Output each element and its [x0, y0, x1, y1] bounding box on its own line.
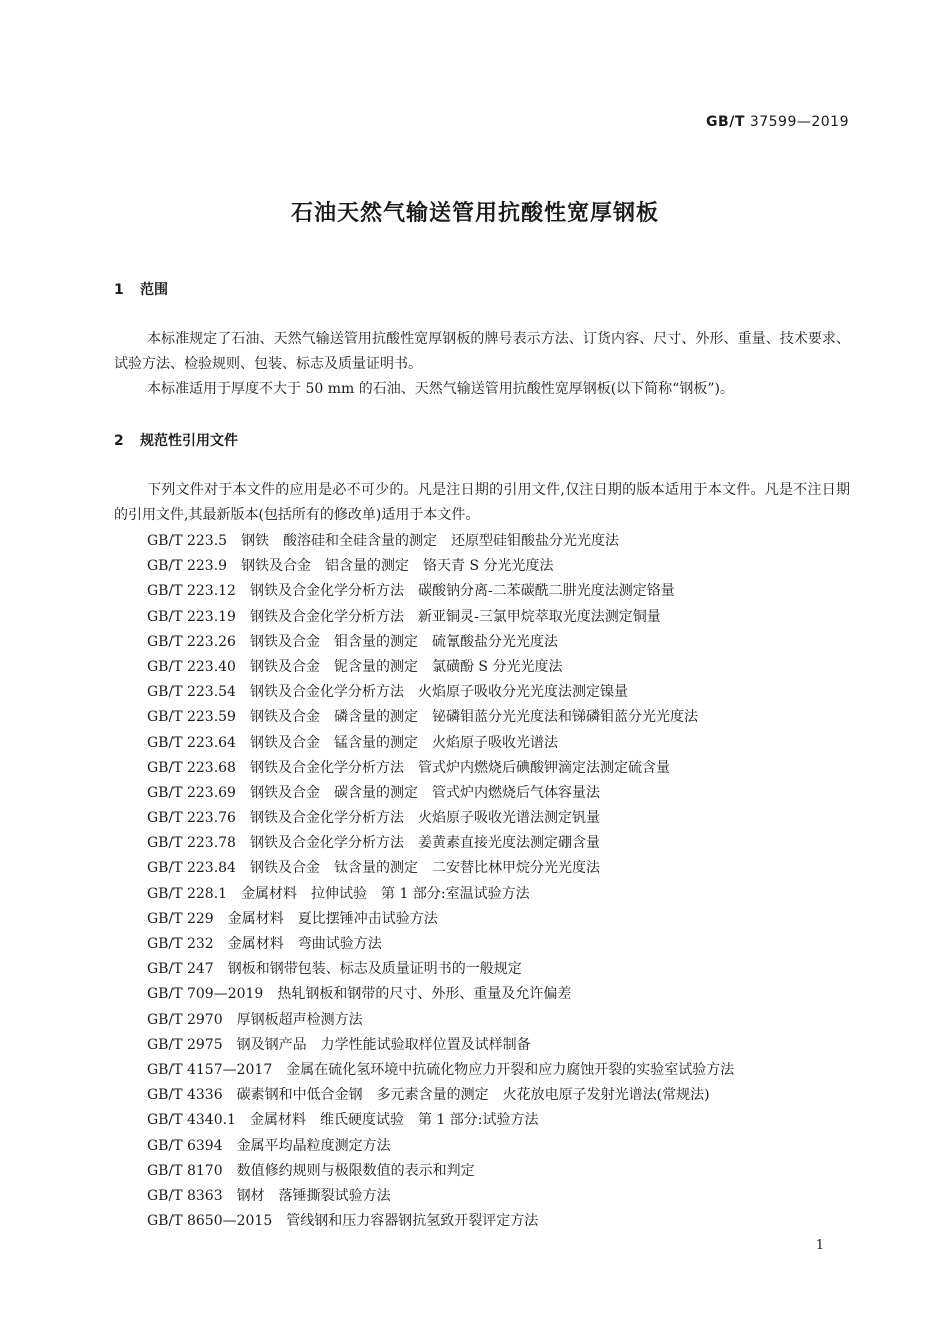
reference-item	[147, 655, 734, 680]
reference-item	[147, 781, 734, 806]
reference-title: 钢铁及合金 钛含量的测定 二安替比林甲烷分光光度法	[249, 860, 600, 877]
reference-code: GB/T 8170	[147, 1162, 223, 1179]
standard-number-prefix: GB/T	[706, 114, 745, 130]
reference-code: GB/T 223.59	[147, 709, 236, 726]
reference-code: GB/T 223.54	[147, 684, 236, 701]
document-title: 石油天然气输送管用抗酸性宽厚钢板	[290, 201, 659, 226]
reference-code: GB/T 8650—2015	[147, 1213, 273, 1230]
section-heading-text: 范围	[140, 282, 168, 298]
reference-item	[147, 680, 734, 705]
reference-title: 钢铁及合金 铝含量的测定 铬天青 S 分光光度法	[241, 558, 554, 575]
reference-item	[147, 705, 734, 730]
reference-code: GB/T 223.68	[147, 759, 236, 776]
reference-code: GB/T 247	[147, 961, 214, 978]
reference-code: GB/T 2975	[147, 1036, 223, 1053]
reference-title: 钢及钢产品 力学性能试验取样位置及试样制备	[236, 1036, 531, 1053]
reference-title: 钢铁及合金化学分析方法 新亚铜灵-三氯甲烷萃取光度法测定铜量	[249, 608, 661, 625]
reference-title: 数值修约规则与极限数值的表示和判定	[236, 1162, 475, 1179]
section-number: 1	[114, 282, 124, 298]
section-number: 2	[114, 433, 124, 449]
reference-item	[147, 806, 734, 831]
reference-title: 钢铁及合金化学分析方法 碳酸钠分离-二苯碳酰二肼光度法测定铬量	[249, 583, 675, 600]
reference-code: GB/T 223.84	[147, 860, 236, 877]
reference-item	[147, 529, 734, 554]
reference-title: 金属在硫化氢环境中抗硫化物应力开裂和应力腐蚀开裂的实验室试验方法	[286, 1061, 735, 1078]
reference-code: GB/T 223.5	[147, 533, 228, 549]
reference-title: 厚钢板超声检测方法	[236, 1011, 363, 1028]
reference-title: 钢材 落锤撕裂试验方法	[236, 1187, 391, 1204]
reference-item	[147, 1134, 734, 1159]
reference-item	[147, 856, 734, 881]
reference-item	[147, 1058, 734, 1083]
reference-code: GB/T 6394	[147, 1137, 223, 1154]
reference-code: GB/T 223.26	[147, 633, 236, 650]
reference-code: GB/T 2970	[147, 1011, 223, 1028]
reference-title: 钢板和钢带包装、标志及质量证明书的一般规定	[227, 961, 522, 978]
reference-code: GB/T 4157—2017	[147, 1061, 273, 1078]
reference-item	[147, 756, 734, 781]
reference-item	[147, 731, 734, 756]
section-heading-normative-references	[114, 430, 238, 450]
reference-title: 金属材料 拉伸试验 第 1 部分:室温试验方法	[241, 885, 530, 902]
reference-code: GB/T 709—2019	[147, 986, 264, 1003]
reference-title: 钢铁及合金 碳含量的测定 管式炉内燃烧后气体容量法	[249, 784, 600, 801]
reference-item	[147, 882, 734, 907]
reference-code: GB/T 223.64	[147, 734, 236, 751]
reference-item	[147, 579, 734, 604]
reference-title: 金属材料 维氏硬度试验 第 1 部分:试验方法	[249, 1112, 539, 1129]
reference-title: 金属材料 弯曲试验方法	[227, 936, 382, 952]
reference-code: GB/T 228.1	[147, 885, 228, 902]
section-heading-text: 规范性引用文件	[140, 433, 238, 449]
reference-item	[147, 932, 734, 957]
reference-code: GB/T 223.69	[147, 784, 236, 801]
reference-title: 金属材料 夏比摆锤冲击试验方法	[227, 910, 438, 927]
reference-item	[147, 1083, 734, 1108]
reference-title: 钢铁及合金化学分析方法 管式炉内燃烧后碘酸钾滴定法测定硫含量	[249, 759, 670, 776]
reference-code: GB/T 223.12	[147, 583, 236, 600]
reference-title: 碳素钢和中低合金钢 多元素含量的测定 火花放电原子发射光谱法(常规法)	[236, 1087, 710, 1104]
reference-item	[147, 1159, 734, 1184]
reference-code: GB/T 8363	[147, 1187, 223, 1204]
reference-title: 金属平均晶粒度测定方法	[236, 1137, 391, 1154]
reference-code: GB/T 223.40	[147, 658, 236, 675]
reference-item	[147, 630, 734, 655]
scope-paragraph-2: 本标准适用于厚度不大于 50 mm 的石油、天然气输送管用抗酸性宽厚钢板(以下简称“钢板”)。	[147, 381, 734, 397]
scope-paragraph-1: 本标准规定了石油、天然气输送管用抗酸性宽厚钢板的牌号表示方法、订货内容、尺寸、外形、重量、技术要求、试验方法、检验规则、包装、标志及质量证明书。	[114, 331, 850, 372]
reference-code: GB/T 4340.1	[147, 1112, 236, 1129]
reference-title: 钢铁及合金 磷含量的测定 铋磷钼蓝分光光度法和锑磷钼蓝分光光度法	[249, 709, 698, 726]
reference-code: GB/T 229	[147, 910, 214, 927]
reference-code: GB/T 232	[147, 936, 214, 952]
reference-code: GB/T 4336	[147, 1087, 223, 1104]
reference-title: 钢铁及合金化学分析方法 姜黄素直接光度法测定硼含量	[249, 835, 600, 852]
reference-title: 钢铁及合金化学分析方法 火焰原子吸收光谱法测定钒量	[249, 810, 600, 827]
reference-title: 钢铁 酸溶硅和全硅含量的测定 还原型硅钼酸盐分光光度法	[241, 533, 620, 549]
section-heading-scope	[114, 279, 168, 299]
reference-item	[147, 1008, 734, 1033]
reference-title: 钢铁及合金 铌含量的测定 氯磺酚 S 分光光度法	[249, 658, 563, 675]
reference-item	[147, 982, 734, 1007]
reference-code: GB/T 223.76	[147, 810, 236, 827]
reference-item	[147, 831, 734, 856]
reference-title: 钢铁及合金 钼含量的测定 硫氰酸盐分光光度法	[249, 633, 558, 650]
reference-item	[147, 907, 734, 932]
page-number: 1	[815, 1238, 824, 1253]
reference-title: 热轧钢板和钢带的尺寸、外形、重量及允许偏差	[277, 986, 572, 1003]
reference-item	[147, 554, 734, 579]
reference-item	[147, 957, 734, 982]
reference-item	[147, 605, 734, 630]
standard-number	[706, 114, 849, 130]
reference-item	[147, 1184, 734, 1209]
reference-title: 管线钢和压力容器钢抗氢致开裂评定方法	[286, 1213, 539, 1230]
reference-title: 钢铁及合金 锰含量的测定 火焰原子吸收光谱法	[249, 734, 558, 751]
reference-item	[147, 1209, 734, 1234]
standard-number-value: 37599—2019	[749, 114, 849, 130]
reference-title: 钢铁及合金化学分析方法 火焰原子吸收分光光度法测定镍量	[249, 684, 628, 701]
reference-list	[147, 529, 734, 1234]
reference-item	[147, 1033, 734, 1058]
reference-code: GB/T 223.78	[147, 835, 236, 852]
references-intro-paragraph: 下列文件对于本文件的应用是必不可少的。凡是注日期的引用文件,仅注日期的版本适用于本文件。凡是不注日期的引用文件,其最新版本(包括所有的修改单)适用于本文件。	[114, 482, 850, 523]
reference-item	[147, 1108, 734, 1133]
reference-code: GB/T 223.9	[147, 558, 228, 575]
reference-code: GB/T 223.19	[147, 608, 236, 625]
